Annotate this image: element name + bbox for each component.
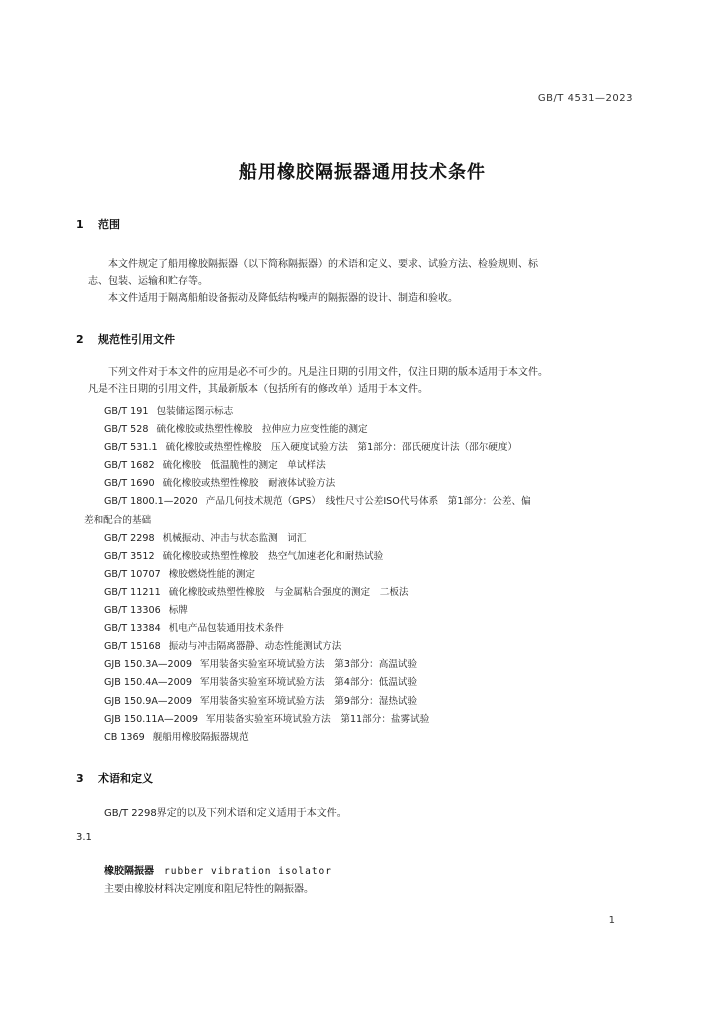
term-chinese: 橡胶隔振器 — [104, 866, 154, 877]
section-title: 规范性引用文件 — [98, 333, 175, 346]
page-number: 1 — [608, 915, 615, 926]
reference-item: CB 1369 舰船用橡胶隔振器规范 — [104, 731, 249, 743]
reference-item: GB/T 13306 标牌 — [104, 605, 188, 617]
scope-paragraph — [88, 256, 633, 307]
section-title: 术语和定义 — [98, 772, 153, 785]
reference-item: GB/T 13384 机电产品包装通用技术条件 — [104, 623, 284, 635]
reference-item: GB/T 528 硫化橡胶或热塑性橡胶 拉伸应力应变性能的测定 — [104, 424, 368, 436]
normative-intro — [88, 364, 633, 398]
section-title: 范围 — [98, 218, 120, 231]
reference-item: GJB 150.4A—2009 军用装备实验室环境试验方法 第4部分：低温试验 — [104, 677, 418, 689]
section-number: 1 — [76, 218, 84, 231]
section-terms-heading — [76, 770, 153, 786]
term-definition: 主要由橡胶材料决定刚度和阻尼特性的隔振器。 — [104, 884, 314, 895]
section-scope-heading — [76, 216, 120, 232]
reference-item: GB/T 10707 橡胶燃烧性能的测定 — [104, 568, 256, 580]
scope-line-2: 志、包装、运输和贮存等。 — [88, 276, 208, 287]
reference-item: GB/T 191 包装储运图示标志 — [104, 406, 234, 417]
normative-intro-line-2: 凡是不注日期的引用文件，其最新版本（包括所有的修改单）适用于本文件。 — [88, 384, 428, 395]
section-normative-heading — [76, 331, 175, 347]
term-number: 3.1 — [76, 832, 92, 843]
reference-item: GB/T 531.1 硫化橡胶或热塑性橡胶 压入硬度试验方法 第1部分：邵氏硬度计法（邵尔硬度） — [104, 442, 518, 454]
scope-line-3: 本文件适用于隔离船舶设备振动及降低结构噪声的隔振器的设计、制造和验收。 — [108, 293, 458, 304]
reference-item: GB/T 11211 硫化橡胶或热塑性橡胶 与金属粘合强度的测定 二板法 — [104, 586, 409, 598]
reference-list — [84, 403, 639, 747]
reference-item: GB/T 1800.1—2020 产品几何技术规范（GPS） 线性尺寸公差ISO代号体系 第1部分：公差、偏 — [104, 496, 531, 508]
section-number: 2 — [76, 333, 84, 346]
reference-item: GJB 150.9A—2009 军用装备实验室环境试验方法 第9部分：湿热试验 — [104, 695, 418, 707]
section-number: 3 — [76, 772, 84, 785]
term-entry — [104, 862, 332, 877]
reference-item: GB/T 1682 硫化橡胶 低温脆性的测定 单试样法 — [104, 460, 326, 472]
reference-item: GB/T 2298 机械振动、冲击与状态监测 词汇 — [104, 532, 307, 544]
terms-intro: GB/T 2298界定的以及下列术语和定义适用于本文件。 — [104, 808, 347, 819]
reference-item-continuation: 差和配合的基础 — [84, 514, 152, 526]
reference-item: GB/T 3512 硫化橡胶或热塑性橡胶 热空气加速老化和耐热试验 — [104, 550, 384, 562]
reference-item: GB/T 1690 硫化橡胶或热塑性橡胶 耐液体试验方法 — [104, 478, 336, 490]
normative-intro-line-1: 下列文件对于本文件的应用是必不可少的。凡是注日期的引用文件，仅注日期的版本适用于本文件。 — [108, 367, 548, 378]
reference-item: GJB 150.3A—2009 军用装备实验室环境试验方法 第3部分：高温试验 — [104, 659, 418, 671]
reference-item: GJB 150.11A—2009 军用装备实验室环境试验方法 第11部分：盐雾试验 — [104, 713, 430, 725]
standard-code: GB/T 4531—2023 — [537, 93, 633, 104]
scope-line-1: 本文件规定了船用橡胶隔振器（以下简称隔振器）的术语和定义、要求、试验方法、检验规则、标 — [108, 259, 538, 270]
term-english: rubber vibration isolator — [164, 866, 332, 877]
reference-item: GB/T 15168 振动与冲击隔离器静、动态性能测试方法 — [104, 641, 342, 653]
document-title: 船用橡胶隔振器通用技术条件 — [239, 162, 486, 183]
